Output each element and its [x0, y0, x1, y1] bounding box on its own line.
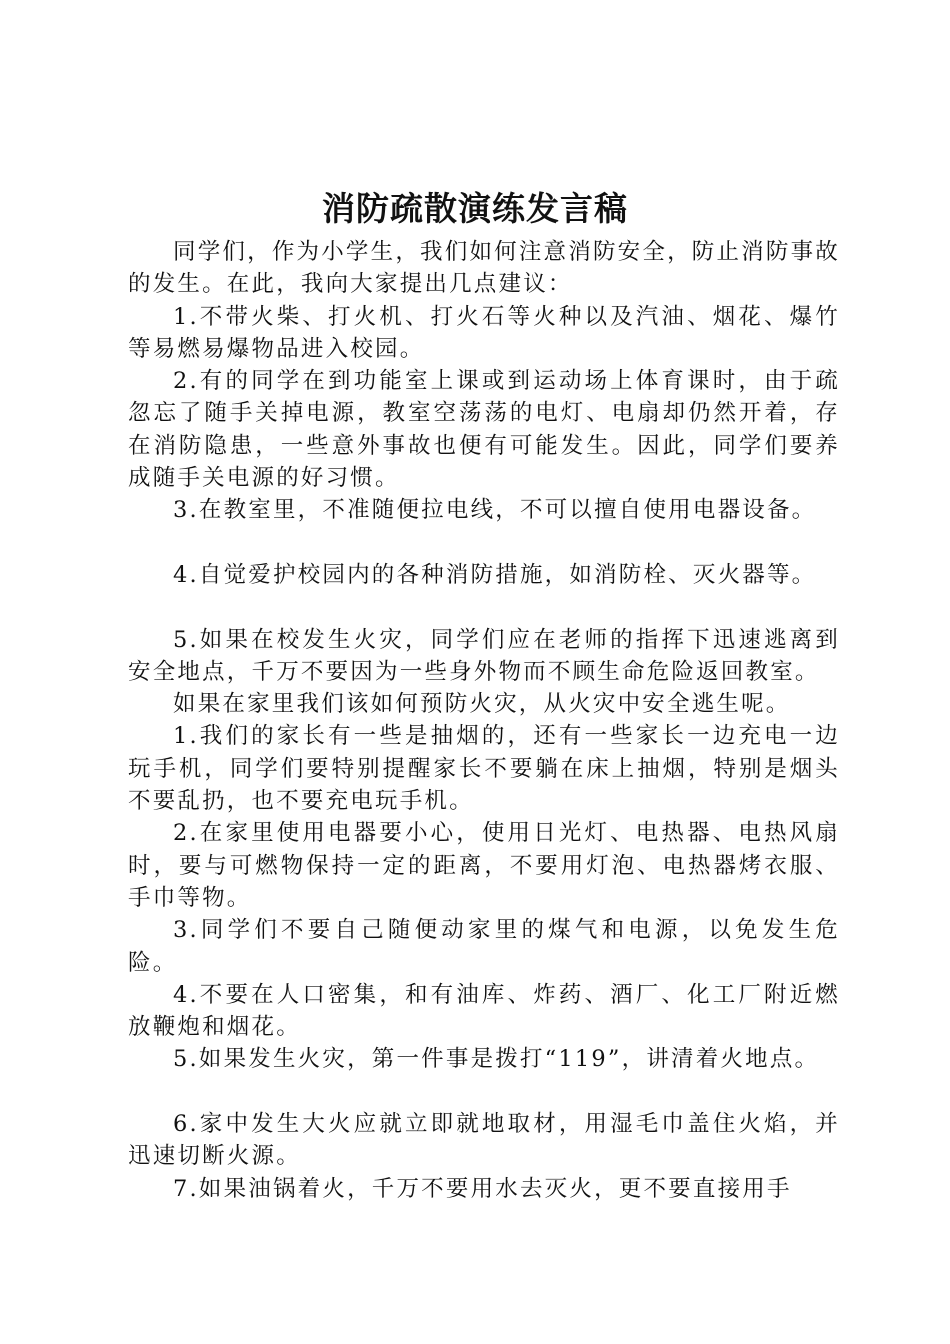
document-body — [128, 236, 840, 1205]
paragraph-school-1: 1.不带火柴、打火机、打火石等火种以及汽油、烟花、爆竹等易燃易爆物品进入校园。 — [128, 303, 840, 362]
paragraph-school-5: 5.如果在校发生火灾，同学们应在老师的指挥下迅速逃离到安全地点，千万不要因为一些身外物而不顾生命危险返回教室。 — [128, 626, 840, 685]
paragraph-home-7: 7.如果油锅着火，千万不要用水去灭火，更不要直接用手 — [173, 1175, 792, 1202]
paragraph-school-2: 2.有的同学在到功能室上课或到运动场上体育课时，由于疏忽忘了随手关掉电源，教室空荡荡的电灯、电扇却仍然开着，存在消防隐患，一些意外事故也便有可能发生。因此，同学们要养成随手关电源的好习惯。 — [128, 368, 840, 492]
paragraph-home-4: 4.不要在人口密集，和有油库、炸药、酒厂、化工厂附近燃放鞭炮和烟花。 — [128, 981, 840, 1041]
document-title: 消防疏散演练发言稿 — [322, 189, 628, 228]
paragraph-school-4: 4.自觉爱护校园内的各种消防措施，如消防栓、灭火器等。 — [173, 561, 817, 588]
paragraph-home-2: 2.在家里使用电器要小心，使用日光灯、电热器、电热风扇时，要与可燃物保持一定的距离，不要用灯泡、电热器烤衣服、手巾等物。 — [128, 820, 840, 911]
paragraph-home-intro: 如果在家里我们该如何预防火灾，从火灾中安全逃生呢。 — [173, 691, 791, 718]
paragraph-home-3: 3.同学们不要自己随便动家里的煤气和电源，以免发生危险。 — [128, 917, 840, 976]
paragraph-school-3: 3.在教室里，不准随便拉电线，不可以擅自使用电器设备。 — [173, 497, 817, 524]
paragraph-intro: 同学们，作为小学生，我们如何注意消防安全，防止消防事故的发生。在此，我向大家提出几点建议： — [128, 239, 840, 298]
paragraph-home-6: 6.家中发生大火应就立即就地取材，用湿毛巾盖住火焰，并迅速切断火源。 — [128, 1111, 840, 1170]
paragraph-home-5: 5.如果发生火灾，第一件事是拨打“119”，讲清着火地点。 — [173, 1046, 820, 1073]
paragraph-home-1: 1.我们的家长有一些是抽烟的，还有一些家长一边充电一边玩手机，同学们要特别提醒家长不要躺在床上抽烟，特别是烟头不要乱扔，也不要充电玩手机。 — [128, 723, 840, 815]
